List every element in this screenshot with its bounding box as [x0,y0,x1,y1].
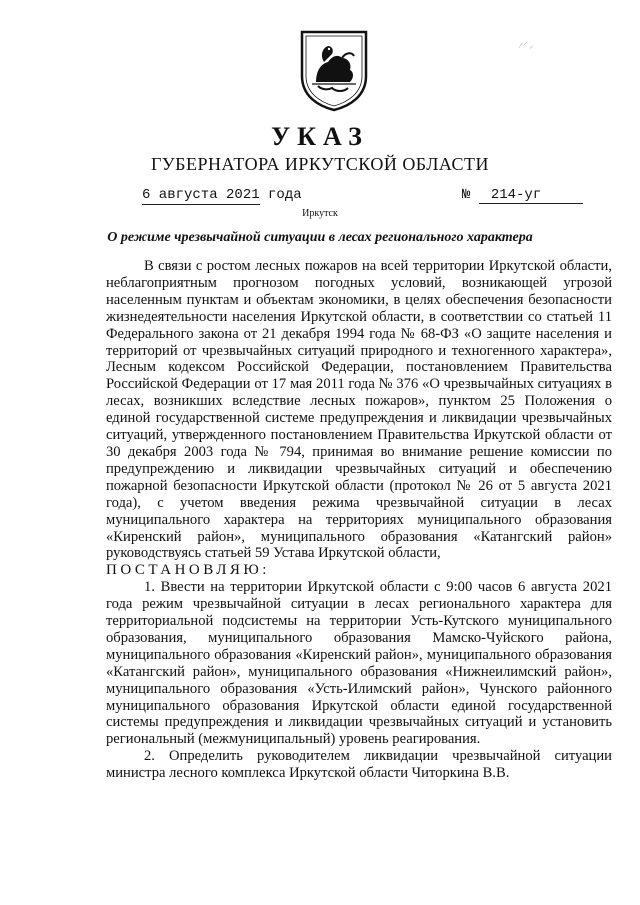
document-heading: О режиме чрезвычайной ситуации в лесах регионального характера [107,230,533,245]
document-subtitle: ГУБЕРНАТОРА ИРКУТСКОЙ ОБЛАСТИ [150,154,490,174]
date-value: 6 августа 2021 [142,187,260,203]
document-body [106,258,612,782]
document-date [142,187,302,203]
item-paragraph-2: 2. Определить руководителем ликвидации чрезвычайной ситуации министра лесного комплекса Иркутской области Читоркина В.В. [106,748,612,782]
coat-of-arms-icon [298,28,370,112]
city-label: Иркутск [302,208,338,219]
preamble-paragraph: В связи с ростом лесных пожаров на всей территории Иркутской области, неблагоприятным прогнозом погодных условий, возникающей угрозой населенным пунктам и объектам экономики, в целях обеспечения безопасности жизнедеятельности населения Иркутской области, в соответствии со статьей 11 Федерального закона от 21 декабря 1994 года № 68-ФЗ «О защите населения и территорий от чрезвычайных ситуаций природного и техногенного характера», Лесным кодексом Российской Федерации, постановлением Правительства Российской Федерации от 17 мая 2011 года № 376 «О чрезвычайных ситуациях в лесах, возникших вследствие лесных пожаров», пунктом 25 Положения о единой государственной системе предупреждения и ликвидации чрезвычайных ситуаций, утвержденного постановлением Правительства Иркутской области от 30 декабря 2003 года № 794, принимая во внимание решение комиссии по предупреждению и ликвидации чрезвычайных ситуаций и обеспечению пожарной безопасности Иркутской области (протокол № 26 от 5 августа 2021 года), с учетом введения режима чрезвычайной ситуации в лесах муниципального характера на территориях муниципального образования «Киренский район», муниципального образования «Катангский район» руководствуясь статьей 59 Устава Иркутской области, [106,258,612,562]
document-number [462,187,583,204]
number-value: 214-уг [479,187,583,204]
item-paragraph-1: 1. Ввести на территории Иркутской области с 9:00 часов 6 августа 2021 года режим чрезвычайной ситуации в лесах регионального характера для территориальной подсистемы на территории Усть-Кутского муниципального образования, муниципального образования Мамско-Чуйского района, муниципального образования «Киренский район», муниципального образования «Катангский район», муниципального образования «Нижнеилимский район», муниципального образования «Усть-Илимский район», Чунского районного муниципального образования Иркутской области единой государственной системы предупреждения и ликвидации чрезвычайных ситуаций и установить региональный (межмуниципальный) уровень реагирования. [106,579,612,748]
number-prefix: № [462,187,471,203]
date-suffix: года [268,187,302,203]
margin-mark: ⁄ ⸍ ⸝ [520,41,534,50]
decree-word: ПОСТАНОВЛЯЮ: [106,562,270,579]
document-title: УКАЗ [271,122,369,151]
